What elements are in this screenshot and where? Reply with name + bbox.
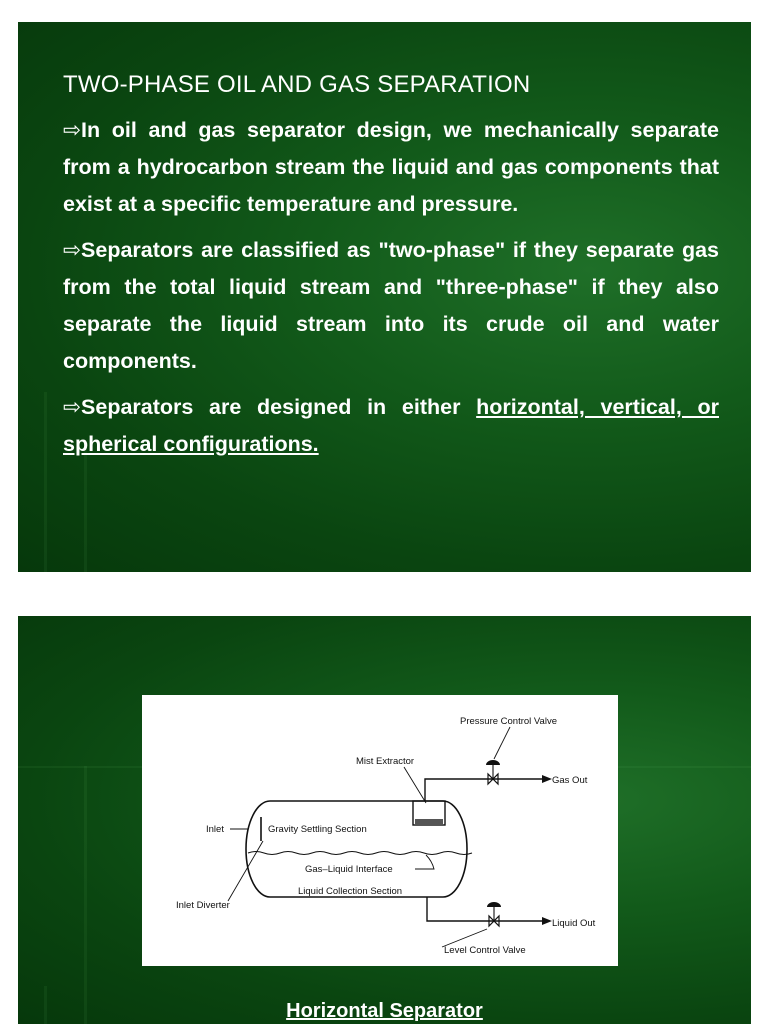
slide-2 xyxy=(18,616,751,1024)
bullet-text: Separators are classified as "two-phase" if they separate gas from the total liquid stream and "three-phase" if they also separate the liquid stream into its crude oil and water components. xyxy=(63,238,719,373)
gas-out-arrow-icon xyxy=(542,775,552,783)
label-gas-out: Gas Out xyxy=(552,775,588,786)
bullet-item xyxy=(63,112,719,223)
liquid-outlet-pipe xyxy=(427,897,542,921)
bullet-text: Separators are designed in either xyxy=(81,395,477,419)
slide-title: TWO-PHASE OIL AND GAS SEPARATION xyxy=(63,71,531,98)
gas-liquid-interface-line xyxy=(248,852,472,855)
decorative-bar xyxy=(44,392,47,572)
liquid-out-arrow-icon xyxy=(542,917,552,925)
bullet-text: In oil and gas separator design, we mechanically separate from a hydrocarbon stream the liquid and gas components that exist at a specific temperature and pressure. xyxy=(63,118,719,216)
bullet-item xyxy=(63,232,719,380)
label-gas-liquid-interface: Gas–Liquid Interface xyxy=(305,864,393,875)
arrow-bullet-icon: ⇨ xyxy=(63,395,82,419)
decorative-bar xyxy=(84,766,87,1024)
gas-outlet-pipe xyxy=(425,779,542,801)
mist-leader xyxy=(404,767,426,803)
pcv-leader xyxy=(494,727,510,759)
vessel-outline xyxy=(246,801,467,897)
bullet-list xyxy=(63,112,719,472)
label-inlet-diverter: Inlet Diverter xyxy=(176,900,230,911)
interface-leader xyxy=(415,855,434,869)
arrow-bullet-icon: ⇨ xyxy=(63,238,82,262)
label-gravity-settling-section: Gravity Settling Section xyxy=(268,824,367,835)
label-pressure-control-valve: Pressure Control Valve xyxy=(460,716,557,727)
configurations-link[interactable]: horizontal, vertical, or spherical configurations. xyxy=(63,395,719,456)
label-liquid-collection-section: Liquid Collection Section xyxy=(298,886,403,897)
label-liquid-out: Liquid Out xyxy=(552,918,596,929)
mist-extractor-mesh xyxy=(415,819,443,825)
label-inlet: Inlet xyxy=(206,824,224,835)
slide-1 xyxy=(18,22,751,572)
arrow-bullet-icon: ⇨ xyxy=(63,118,82,142)
label-mist-extractor: Mist Extractor xyxy=(356,756,415,767)
bullet-item xyxy=(63,389,719,463)
figure-caption: Horizontal Separator xyxy=(286,1000,483,1022)
separator-diagram xyxy=(142,695,618,966)
horizontal-separator-svg xyxy=(142,695,618,966)
label-level-control-valve: Level Control Valve xyxy=(444,945,526,956)
